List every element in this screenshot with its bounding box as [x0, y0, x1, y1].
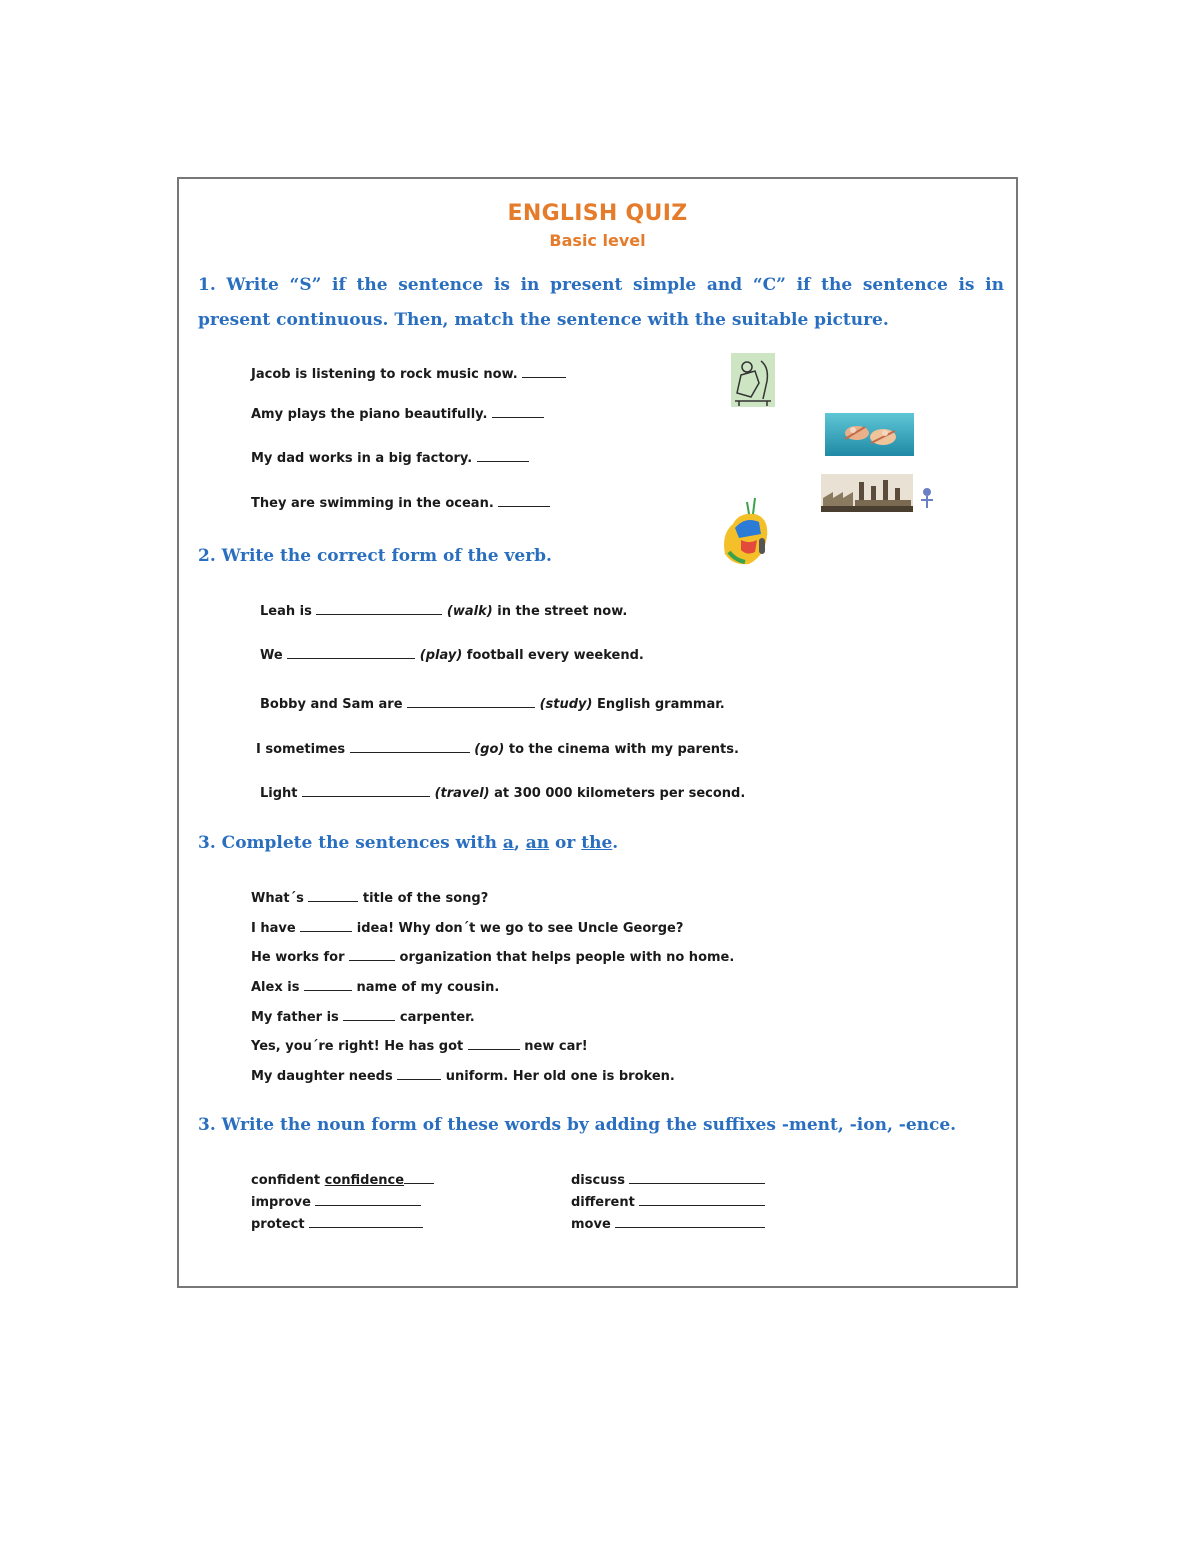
s4-answer-blank-protect[interactable]	[309, 1216, 423, 1228]
quiz-subtitle: Basic level	[549, 231, 646, 250]
s3-answer-blank-2[interactable]	[300, 920, 352, 932]
s4-left-item-2: improve	[251, 1194, 421, 1210]
s3-item-2: I have idea! Why don´t we go to see Uncle George?	[251, 921, 684, 936]
option-a: a	[502, 833, 514, 853]
s3-item-6: Yes, you´re right! He has got new car!	[251, 1039, 588, 1054]
s4-left-item-1: confident confidence	[251, 1172, 434, 1188]
s2-answer-blank-5[interactable]	[302, 785, 430, 797]
s1-sentence-4: They are swimming in the ocean.	[251, 495, 550, 511]
section2-heading: 2. Write the correct form of the verb.	[198, 546, 552, 566]
s4-answer-underline	[404, 1172, 434, 1184]
s2-answer-blank-1[interactable]	[316, 603, 442, 615]
s3-answer-blank-4[interactable]	[304, 979, 352, 991]
s3-item-3: He works for organization that helps people with no home.	[251, 950, 735, 965]
s1-sentence-2: Amy plays the piano beautifully.	[251, 406, 544, 422]
option-an: an	[525, 833, 550, 853]
s4-right-item-2: different	[571, 1194, 765, 1210]
s3-item-5: My father is carpenter.	[251, 1010, 475, 1025]
singer-picture	[715, 494, 781, 569]
s4-answer-blank-improve[interactable]	[315, 1194, 421, 1206]
section3-heading: 3. Complete the sentences with a, an or the.	[198, 833, 619, 853]
factory-picture	[819, 472, 939, 516]
quiz-title: ENGLISH QUIZ	[507, 201, 688, 226]
s2-item-5: Light (travel) at 300 000 kilometers per second.	[260, 786, 746, 801]
section4-heading: 3. Write the noun form of these words by adding the suffixes -ment, -ion, -ence.	[198, 1115, 957, 1135]
s2-item-4: I sometimes (go) to the cinema with my parents.	[256, 742, 739, 757]
s4-right-item-3: move	[571, 1216, 765, 1232]
s3-answer-blank-3[interactable]	[349, 949, 395, 961]
s2-item-3: Bobby and Sam are (study) English grammar.	[260, 697, 725, 712]
quiz-sheet	[177, 177, 1018, 1288]
option-the: the	[581, 833, 613, 853]
s2-item-2: We (play) football every weekend.	[260, 648, 644, 663]
s3-answer-blank-1[interactable]	[308, 890, 358, 902]
s4-right-item-1: discuss	[571, 1172, 765, 1188]
s1-answer-blank-3[interactable]	[477, 450, 529, 462]
s1-answer-blank-2[interactable]	[492, 406, 544, 418]
s4-answer-blank-move[interactable]	[615, 1216, 765, 1228]
s4-answer-blank-discuss[interactable]	[629, 1172, 765, 1184]
piano-player-picture	[731, 353, 775, 407]
s1-answer-blank-1[interactable]	[522, 366, 566, 378]
swimmers-picture	[825, 413, 914, 456]
s3-item-4: Alex is name of my cousin.	[251, 980, 500, 995]
s2-answer-blank-4[interactable]	[350, 741, 470, 753]
s3-item-1: What´s title of the song?	[251, 891, 489, 906]
s3-answer-blank-7[interactable]	[397, 1068, 441, 1080]
s1-sentence-1: Jacob is listening to rock music now.	[251, 366, 566, 382]
s3-answer-blank-5[interactable]	[343, 1009, 395, 1021]
s3-item-7: My daughter needs uniform. Her old one is broken.	[251, 1069, 675, 1084]
s4-answer-blank-different[interactable]	[639, 1194, 765, 1206]
s2-item-1: Leah is (walk) in the street now.	[260, 604, 628, 619]
s2-answer-blank-2[interactable]	[287, 647, 415, 659]
s3-answer-blank-6[interactable]	[468, 1038, 520, 1050]
s4-left-item-3: protect	[251, 1216, 423, 1232]
s2-answer-blank-3[interactable]	[407, 696, 535, 708]
s1-answer-blank-4[interactable]	[498, 495, 550, 507]
s4-answer-confidence[interactable]: confidence	[324, 1173, 405, 1188]
s1-sentence-3: My dad works in a big factory.	[251, 450, 529, 466]
section1-heading: 1. Write “S” if the sentence is in present simple and “C” if the sentence is in present continuous. Then, match the sentence with the suitable picture.	[198, 275, 1004, 330]
